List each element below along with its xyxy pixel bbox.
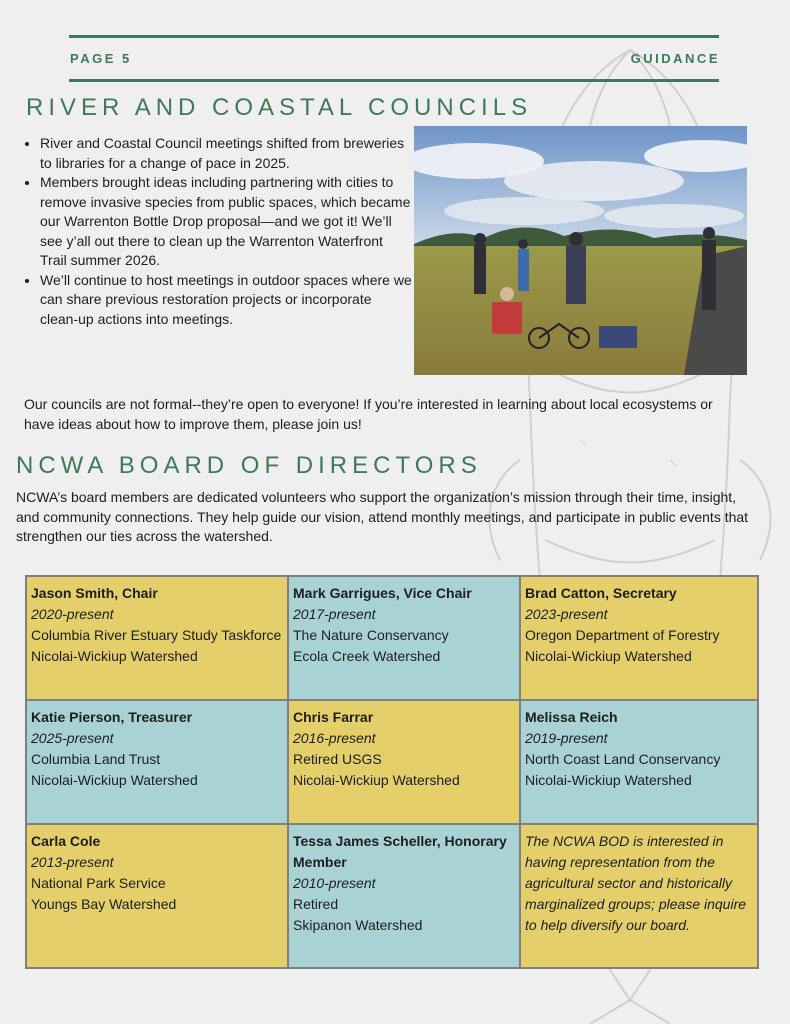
list-item: • River and Coastal Council meetings shifted from breweries to libraries for a change of pace in 2025. xyxy=(40,134,412,173)
member-watershed: Nicolai-Wickiup Watershed xyxy=(31,772,198,788)
member-affiliation: Oregon Department of Forestry xyxy=(525,627,720,643)
member-name: Jason Smith, Chair xyxy=(31,585,158,601)
member-name: Mark Garrigues, Vice Chair xyxy=(293,585,472,601)
councils-closing-text: Our councils are not formal--they’re open to everyone! If you’re interested in learning about local ecosystems or have ideas about how to improve them, please join us! xyxy=(24,396,713,432)
member-affiliation: Columbia Land Trust xyxy=(31,751,161,767)
member-watershed: Nicolai-Wickiup Watershed xyxy=(31,648,198,664)
board-member-card xyxy=(520,700,758,824)
board-members-table xyxy=(25,575,759,969)
member-affiliation: Retired xyxy=(293,896,339,912)
member-watershed: Skipanon Watershed xyxy=(293,917,423,933)
section-label: GUIDANCE xyxy=(630,51,720,66)
board-member-card xyxy=(288,700,520,824)
member-watershed: Nicolai-Wickiup Watershed xyxy=(293,772,460,788)
member-watershed: Nicolai-Wickiup Watershed xyxy=(525,772,692,788)
board-intro-text: NCWA’s board members are dedicated volunteers who support the organization’s mission through their time, insight, and community connections. They help guide our vision, attend monthly meetings, and participate in public events that strengthen our ties across the watershed. xyxy=(16,489,749,544)
board-diversity-note-card xyxy=(520,824,758,968)
member-years: 2025-present xyxy=(31,730,114,746)
member-name: Melissa Reich xyxy=(525,709,618,725)
board-member-card xyxy=(288,576,520,700)
page-number: PAGE 5 xyxy=(70,51,132,66)
board-member-card xyxy=(26,824,288,968)
member-affiliation: Retired USGS xyxy=(293,751,382,767)
member-years: 2023-present xyxy=(525,606,608,622)
member-name: Katie Pierson, Treasurer xyxy=(31,709,193,725)
member-years: 2020-present xyxy=(31,606,114,622)
member-affiliation: The Nature Conservancy xyxy=(293,627,449,643)
list-item: • We’ll continue to host meetings in outdoor spaces where we can share previous restoration projects or incorporate clean-up actions into meetings. xyxy=(40,271,412,330)
member-watershed: Nicolai-Wickiup Watershed xyxy=(525,648,692,664)
board-member-card xyxy=(520,576,758,700)
councils-heading: RIVER AND COASTAL COUNCILS xyxy=(26,94,533,121)
board-heading: NCWA BOARD OF DIRECTORS xyxy=(16,452,482,479)
member-name: Brad Catton, Secretary xyxy=(525,585,677,601)
member-affiliation: North Coast Land Conservancy xyxy=(525,751,721,767)
header-bottom-rule xyxy=(69,79,719,82)
member-name: Tessa James Scheller, Honorary Member xyxy=(293,833,507,870)
header-top-rule xyxy=(69,35,719,38)
council-meeting-photo xyxy=(414,126,747,375)
member-years: 2010-present xyxy=(293,875,376,891)
member-years: 2017-present xyxy=(293,606,376,622)
member-years: 2019-present xyxy=(525,730,608,746)
member-watershed: Ecola Creek Watershed xyxy=(293,648,441,664)
member-years: 2013-present xyxy=(31,854,114,870)
member-years: 2016-present xyxy=(293,730,376,746)
board-diversity-note: The NCWA BOD is interested in having representation from the agricultural sector and historically marginalized groups; please inquire to help diversify our board. xyxy=(525,833,747,933)
member-affiliation: National Park Service xyxy=(31,875,166,891)
member-affiliation: Columbia River Estuary Study Taskforce xyxy=(31,627,282,643)
member-watershed: Youngs Bay Watershed xyxy=(31,896,177,912)
councils-bullet-list xyxy=(22,134,412,329)
board-member-card xyxy=(26,576,288,700)
board-member-card xyxy=(288,824,520,968)
board-member-card xyxy=(26,700,288,824)
member-name: Chris Farrar xyxy=(293,709,374,725)
list-item: • Members brought ideas including partnering with cities to remove invasive species from public spaces, which became our Warrenton Bottle Drop proposal—and we got it! We’ll see y’all out there to clean up the Warrenton Waterfront Trail summer 2026. xyxy=(40,173,412,271)
member-name: Carla Cole xyxy=(31,833,101,849)
